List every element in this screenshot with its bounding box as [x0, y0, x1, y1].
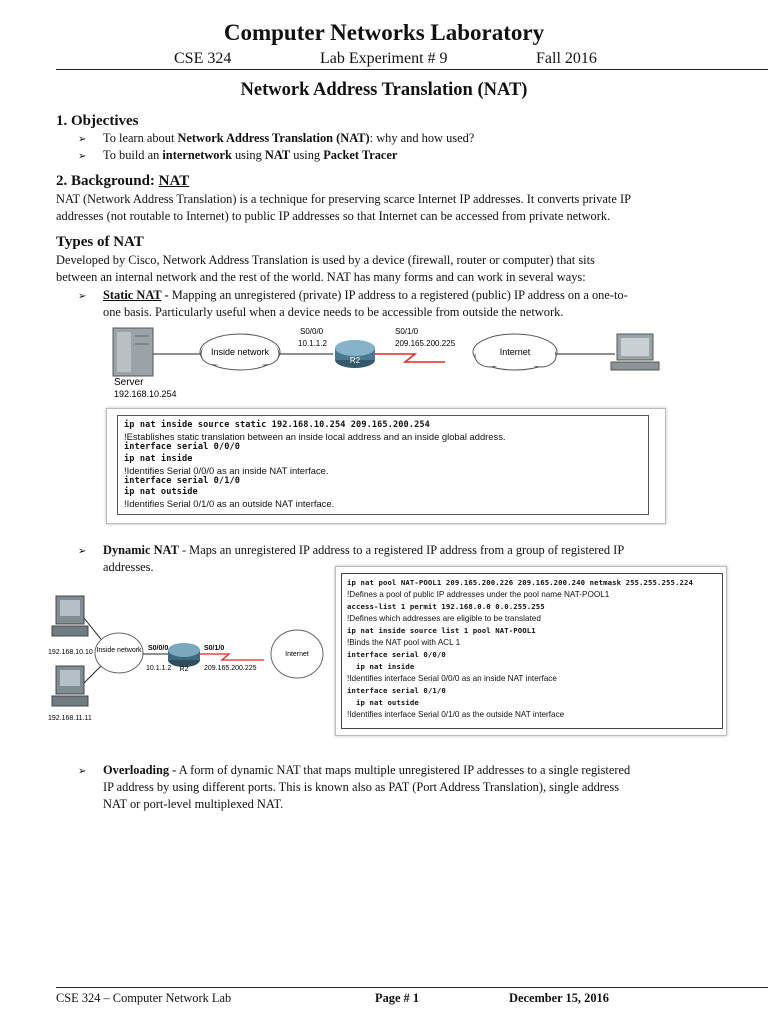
overloading-line-3: NAT or port-level multiplexed NAT. — [103, 797, 284, 811]
footer-course: CSE 324 – Computer Network Lab — [56, 991, 232, 1005]
static-nat-item: ➢ Static NAT - Mapping an unregistered (private) IP address to a registered (public) IP address on a one-to- — [78, 287, 723, 304]
serial-link — [375, 354, 445, 362]
server-icon — [113, 328, 153, 376]
config-line: ip nat outside — [124, 487, 198, 498]
background-line-2: addresses (not routable to Internet) to public IP addresses so that Internet can be accessed from private network. — [56, 209, 611, 223]
config-comment: !Identifies Serial 0/0/0 as an inside NAT interface. — [124, 464, 329, 476]
footer-page-number: Page # 1 — [375, 991, 420, 1005]
footer-date: December 15, 2016 — [509, 991, 609, 1005]
config-line: ip nat outside — [347, 698, 419, 707]
config-line: ip nat inside source list 1 pool NAT-POOL1 — [347, 626, 536, 635]
static-nat-config-box — [106, 408, 666, 524]
internet-label: Internet — [285, 651, 309, 658]
pc2-icon — [52, 666, 88, 706]
config-line: access-list 1 permit 192.168.0.0 0.0.255.255 — [347, 602, 545, 611]
inside-network-label: Inside network — [96, 647, 142, 654]
lab-title: Computer Networks Laboratory — [223, 20, 545, 45]
s010-ip: 209.165.200.225 — [395, 339, 456, 348]
s000-ip: 10.1.1.2 — [146, 665, 172, 672]
footer-rule — [56, 987, 768, 988]
config-line: interface serial 0/0/0 — [124, 442, 241, 453]
dynamic-nat-config-box — [335, 566, 727, 736]
experiment-number: Lab Experiment # 9 — [320, 50, 448, 67]
dynamic-nat-topology — [44, 588, 326, 728]
config-comment: !Identifies interface Serial 0/1/0 as the outside NAT interface — [347, 710, 565, 719]
router-label: R2 — [349, 356, 361, 365]
s000-label: S0/0/0 — [148, 645, 169, 652]
static-nat-line-2: one basis. Particularly useful when a device needs to be accessible from outside the network. — [103, 305, 564, 319]
pc-icon — [611, 334, 659, 370]
config-comment: !Defines which addresses are eligible to be translated — [347, 614, 541, 623]
types-heading: Types of NAT — [56, 234, 144, 250]
inside-network-label: Inside network — [210, 347, 270, 357]
bullet-arrow-icon: ➢ — [78, 151, 87, 162]
overloading-item: ➢ Overloading - A form of dynamic NAT that maps multiple unregistered IP addresses to a single registered — [78, 762, 723, 779]
pc1-ip: 192.168.10.10 — [48, 649, 93, 656]
internet-label: Internet — [499, 347, 531, 357]
server-label: Server — [114, 377, 144, 388]
config-comment: !Binds the NAT pool with ACL 1 — [347, 638, 461, 647]
config-line: interface serial 0/1/0 — [347, 686, 446, 695]
objectives-heading: 1. Objectives — [56, 113, 139, 129]
objective-item-2: ➢ To build an internetwork using NAT using Packet Tracer — [78, 147, 718, 164]
pc1-icon — [52, 596, 88, 636]
config-comment: !Identifies interface Serial 0/0/0 as an inside NAT interface — [347, 674, 557, 683]
config-line: interface serial 0/1/0 — [124, 476, 241, 487]
s010-label: S0/1/0 — [204, 645, 225, 652]
config-line: interface serial 0/0/0 — [347, 650, 446, 659]
dynamic-nat-line-2: addresses. — [103, 560, 154, 574]
header-rule — [56, 69, 768, 70]
bullet-arrow-icon: ➢ — [78, 766, 87, 777]
background-line-1: NAT (Network Address Translation) is a technique for preserving scarce Internet IP addresses. It converts private IP — [56, 192, 631, 206]
config-comment: !Identifies Serial 0/1/0 as an outside NAT interface. — [124, 498, 335, 510]
types-line-2: between an internal network and the rest of the world. NAT has many forms and can work in several ways: — [56, 270, 586, 284]
s010-label: S0/1/0 — [395, 327, 419, 336]
types-line-1: Developed by Cisco, Network Address Translation is used by a device (firewall, router or computer) that sits — [56, 253, 595, 267]
config-line: ip nat pool NAT-POOL1 209.165.200.226 209.165.200.240 netmask 255.255.255.224 — [347, 578, 693, 587]
background-heading: 2. Background: NAT — [56, 173, 190, 189]
objective-item-1: ➢ To learn about Network Address Translation (NAT): why and how used? — [78, 130, 718, 147]
router-icon — [168, 643, 200, 667]
config-line: ip nat inside — [124, 453, 193, 464]
nat-link[interactable]: NAT — [158, 173, 190, 189]
static-nat-topology — [105, 324, 665, 404]
bullet-arrow-icon: ➢ — [78, 546, 87, 557]
term: Fall 2016 — [536, 50, 597, 67]
overloading-line-2: IP address by using different ports. This is known also as PAT (Port Address Translation), single address — [103, 780, 620, 794]
s000-label: S0/0/0 — [300, 327, 324, 336]
config-comment: !Defines a pool of public IP addresses under the pool name NAT-POOL1 — [347, 590, 610, 599]
s010-ip: 209.165.200.225 — [204, 665, 257, 672]
config-line: ip nat inside — [347, 662, 415, 671]
bullet-arrow-icon: ➢ — [78, 291, 87, 302]
router-label: R2 — [179, 666, 189, 673]
config-line: ip nat inside source static 192.168.10.254 209.165.200.254 — [124, 420, 430, 430]
server-ip: 192.168.10.254 — [114, 389, 177, 399]
document-title: Network Address Translation (NAT) — [240, 80, 528, 100]
pc2-ip: 192.168.11.11 — [48, 715, 92, 722]
s000-ip: 10.1.1.2 — [298, 339, 327, 348]
bullet-arrow-icon: ➢ — [78, 134, 87, 145]
course-code: CSE 324 — [174, 50, 232, 67]
dynamic-nat-item: ➢ Dynamic NAT - Maps an unregistered IP address to a registered IP address from a group of registered IP — [78, 542, 723, 559]
config-comment: !Establishes static translation between an inside local address and an inside global address. — [124, 431, 506, 443]
